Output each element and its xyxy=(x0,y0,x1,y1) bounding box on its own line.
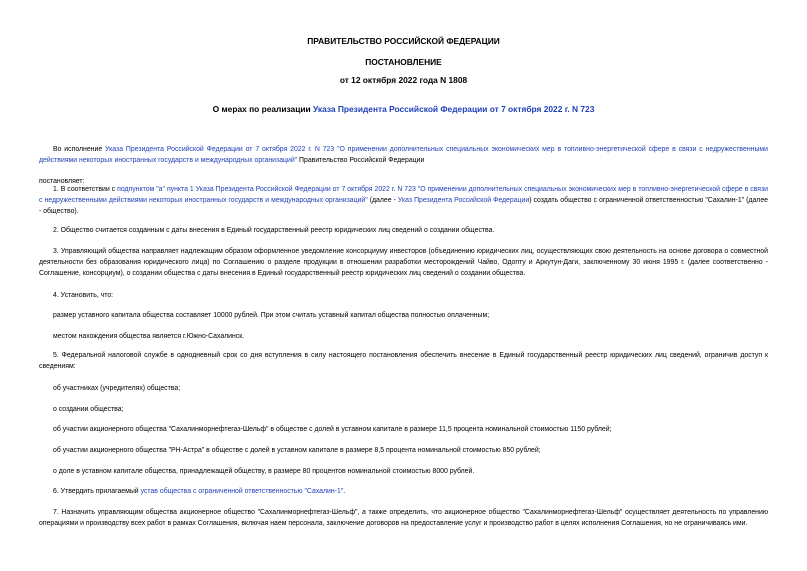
paragraph-6-suffix: . xyxy=(343,488,346,495)
paragraph-1-mid: (далее - xyxy=(367,197,398,204)
paragraph-3: 3. Управляющий общества направляет надлежащим образом оформленное уведомление консорциуму инвесторов (объединению юридических лиц, осуществляющих свою деятельность на основе договора о совместной деятельности без образования юридического лица) по Соглашению о разделе продукции в отношении разработки месторождений Чайво, Одопту и Аркутун-Даги, заключенному 30 июня 1995 г. (далее соответственно - Соглашение, консорциум), о создании общества с даты внесения в Единый государственный реестр юридических лиц сведений о создании общества. xyxy=(39,248,768,277)
paragraph-5-creation: о создании общества; xyxy=(53,406,124,413)
paragraph-1-suffix: ) создать общество с ограниченной ответственностью "Сахалин-1" (далее - общество). xyxy=(39,197,768,215)
paragraph-5-own-share: о доле в уставном капитале общества, принадлежащей обществу, в размере 80 процентов номинальной стоимостью 8000 рублей. xyxy=(53,468,475,475)
charter-link[interactable]: устав общества с ограниченной ответственностью "Сахалин-1" xyxy=(140,488,344,495)
paragraph-1-prefix: 1. В соответствии с xyxy=(53,186,118,193)
decree-link-intro[interactable]: Указа Президента Российской Федерации от 7 октября 2022 г. N 723 "О применении дополнительных специальных экономических мер в топливно-энергетической сфере в связи с недружественными действиями некоторых иностранных государств и международных организаций" xyxy=(39,146,768,164)
paragraph-4-capital: размер уставного капитала общества составляет 10000 рублей. При этом считать уставный капитал общества полностью оплаченным; xyxy=(53,312,490,319)
paragraph-7: 7. Назначить управляющим общества акционерное общество "Сахалинморнефтегаз-Шельф", а также определить, что акционерное общество "Сахалинморнефтегаз-Шельф" осуществляет деятельность по управлению операциями и производству всех работ в рамках Соглашения, включая наем персонала, заключение договоров на предоставление услуг и производство работ в целях исполнения Соглашения, но не ограничиваясь ими. xyxy=(39,509,768,527)
paragraph-5: 5. Федеральной налоговой службе в однодневный срок со дня вступления в силу настоящего постановления обеспечить внесение в Единый государственный реестр юридических лиц сведений, ограничив доступ к сведениям: xyxy=(39,352,768,370)
decree-short-link[interactable]: Указ Президента Российской Федерации xyxy=(397,197,530,204)
paragraph-6 xyxy=(53,486,768,497)
paragraph-6-prefix: 6. Утвердить прилагаемый xyxy=(53,488,141,495)
paragraph-4: 4. Установить, что: xyxy=(53,292,114,299)
intro-prefix: Во исполнение xyxy=(53,146,106,153)
decree-link-title[interactable]: Указа Президента Российской Федерации от 7 октября 2022 г. N 723 xyxy=(312,104,595,114)
decides-label: постановляет: xyxy=(39,178,85,185)
document-title-prefix: О мерах по реализации xyxy=(212,104,313,114)
document-title xyxy=(0,104,807,114)
decree-subpoint-link[interactable]: подпунктом "а" пункта 1 Указа Президента Российской Федерации от 7 октября 2022 г. N 723 "О применении дополнительных специальных экономических мер в топливно-энергетической сфере в связи с недружественными действиями некоторых иностранных государств и международных организаций" xyxy=(39,186,768,204)
paragraph-2: 2. Общество считается созданным с даты внесения в Единый государственный реестр юридических лиц сведений о создании общества. xyxy=(53,227,495,234)
paragraph-1 xyxy=(39,184,768,217)
intro-paragraph xyxy=(39,144,768,166)
document-date-number: от 12 октября 2022 года N 1808 xyxy=(339,75,468,85)
paragraph-5-participants: об участниках (учредителях) общества; xyxy=(53,385,181,392)
paragraph-5-shelf-share: об участии акционерного общества "Сахалинморнефтегаз-Шельф" в обществе с долей в уставном капитале в размере 11,5 процента номинальной стоимостью 1150 рублей; xyxy=(53,426,612,433)
document-type: ПОСТАНОВЛЕНИЕ xyxy=(365,57,442,67)
paragraph-4-location: местом нахождения общества является г.Южно-Сахалинск. xyxy=(53,333,245,340)
government-title: ПРАВИТЕЛЬСТВО РОССИЙСКОЙ ФЕДЕРАЦИИ xyxy=(307,36,500,46)
intro-suffix: Правительство Российской Федерации xyxy=(297,157,425,164)
paragraph-5-astra-share: об участии акционерного общества "РН-Астра" в обществе с долей в уставном капитале в размере 8,5 процента номинальной стоимостью 850 рублей; xyxy=(53,447,541,454)
